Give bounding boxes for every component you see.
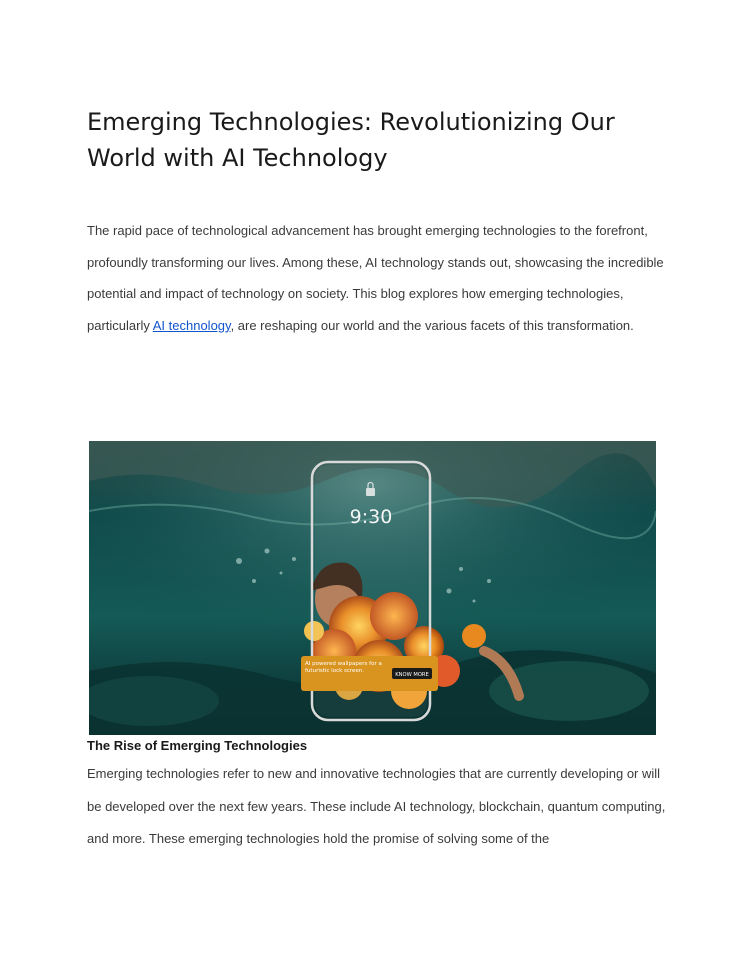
ai-technology-link[interactable]: AI technology <box>152 317 231 333</box>
ad-text: AI powered wallpapers for a futuristic lock screen. <box>305 661 382 674</box>
section-heading: The Rise of Emerging Technologies <box>87 738 308 753</box>
hero-image <box>89 441 656 735</box>
intro-text-after-link: , are reshaping our world and the various facets of this transformation. <box>230 317 634 333</box>
section-body: Emerging technologies refer to new and innovative technologies that are currently developing or will be developed over the next few years. These include AI technology, blockchain, quantum computing, and more. These emerging technologies hold the promise of solving some of the <box>87 766 666 846</box>
lock-icon <box>366 488 375 496</box>
intro-text-before-link: The rapid pace of technological advancement has brought emerging technologies to the forefront, profoundly transforming our lives. Among these, AI technology stands out, showcasing the incredible potential and impact of technology on society. This blog explores how emerging technologies, particularly <box>87 223 664 333</box>
article-title: Emerging Technologies: Revolutionizing Our World with AI Technology <box>87 108 615 172</box>
underwater-phone-illustration <box>89 441 656 735</box>
phone-time: 9:30 <box>349 506 393 528</box>
intro-paragraph <box>87 215 667 341</box>
know-more-label: KNOW MORE <box>395 672 429 678</box>
